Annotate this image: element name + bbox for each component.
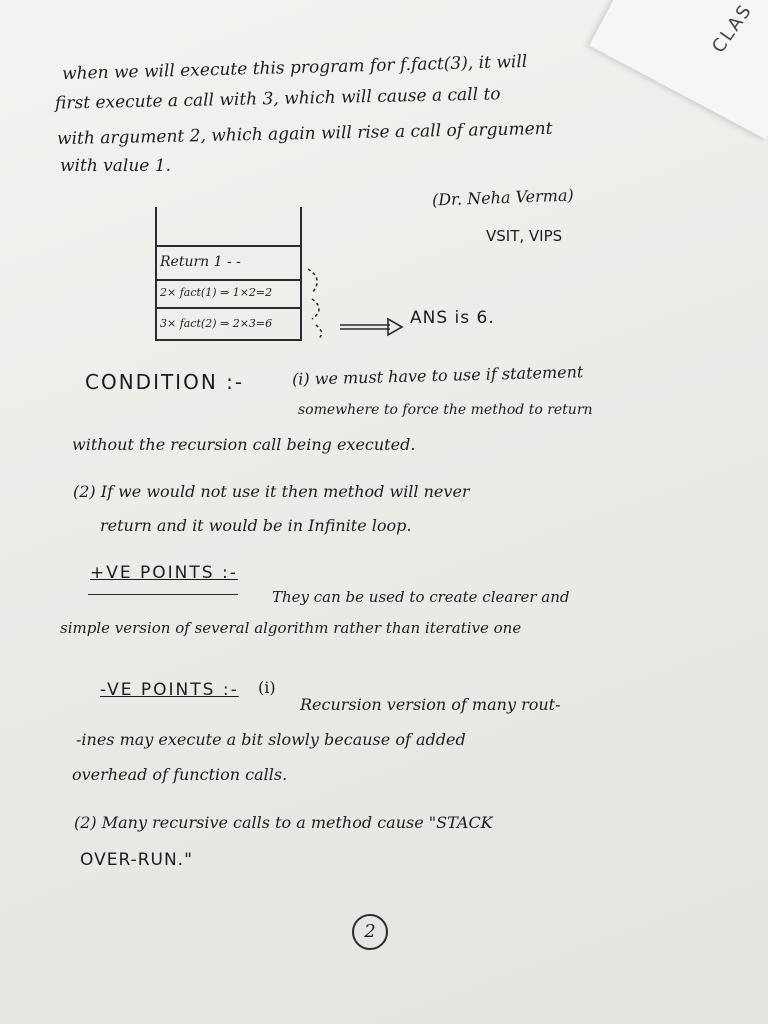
condition-line-1: (i) we must have to use if statement: [291, 362, 584, 389]
return-arrows: [290, 255, 410, 345]
positive-line-1: They can be used to create clearer and: [272, 588, 570, 606]
call-stack-diagram: [155, 207, 302, 341]
answer-text: ANS is 6.: [410, 308, 495, 328]
negative-points-heading: -VE POINTS :-: [100, 680, 239, 700]
condition-line-3: without the recursion call being executed.: [72, 435, 416, 454]
intro-line-4: with value 1.: [60, 156, 171, 176]
negative-line-4: (2) Many recursive calls to a method cause "STACK: [74, 813, 493, 832]
intro-line-3: with argument 2, which again will rise a call of argument: [56, 118, 553, 150]
condition-line-2: somewhere to force the method to return: [298, 402, 593, 418]
stack-frame-fact1: 2× fact(1) ⇒ 1×2=2: [157, 279, 300, 303]
corner-text: CLAS: [708, 0, 757, 57]
stack-frame-fact2: 3× fact(2) ⇒ 2×3=6: [157, 307, 300, 337]
negative-line-5: OVER-RUN.": [80, 850, 193, 870]
page-number: 2: [352, 914, 388, 950]
positive-points-heading: +VE POINTS :-: [90, 563, 238, 583]
condition-line-5: return and it would be in Infinite loop.: [100, 516, 412, 535]
negative-line-2: -ines may execute a bit slowly because of added: [76, 730, 466, 749]
author-credit: (Dr. Neha Verma): [431, 185, 574, 210]
positive-line-2: simple version of several algorithm rather than iterative one: [60, 619, 522, 637]
institute-credit: VSIT, VIPS: [486, 227, 563, 245]
condition-heading: CONDITION :-: [85, 370, 245, 394]
stack-frame-return: Return 1 - -: [157, 245, 300, 275]
intro-line-2: first execute a call with 3, which will cause a call to: [54, 84, 501, 114]
negative-line-3: overhead of function calls.: [72, 765, 288, 784]
positive-underline: [88, 594, 238, 595]
negative-line-1: Recursion version of many rout-: [300, 695, 561, 714]
negative-marker: (i): [258, 678, 276, 697]
intro-line-1: when we will execute this program for f.fact(3), it will: [61, 51, 528, 85]
condition-line-4: (2) If we would not use it then method will never: [73, 482, 470, 501]
